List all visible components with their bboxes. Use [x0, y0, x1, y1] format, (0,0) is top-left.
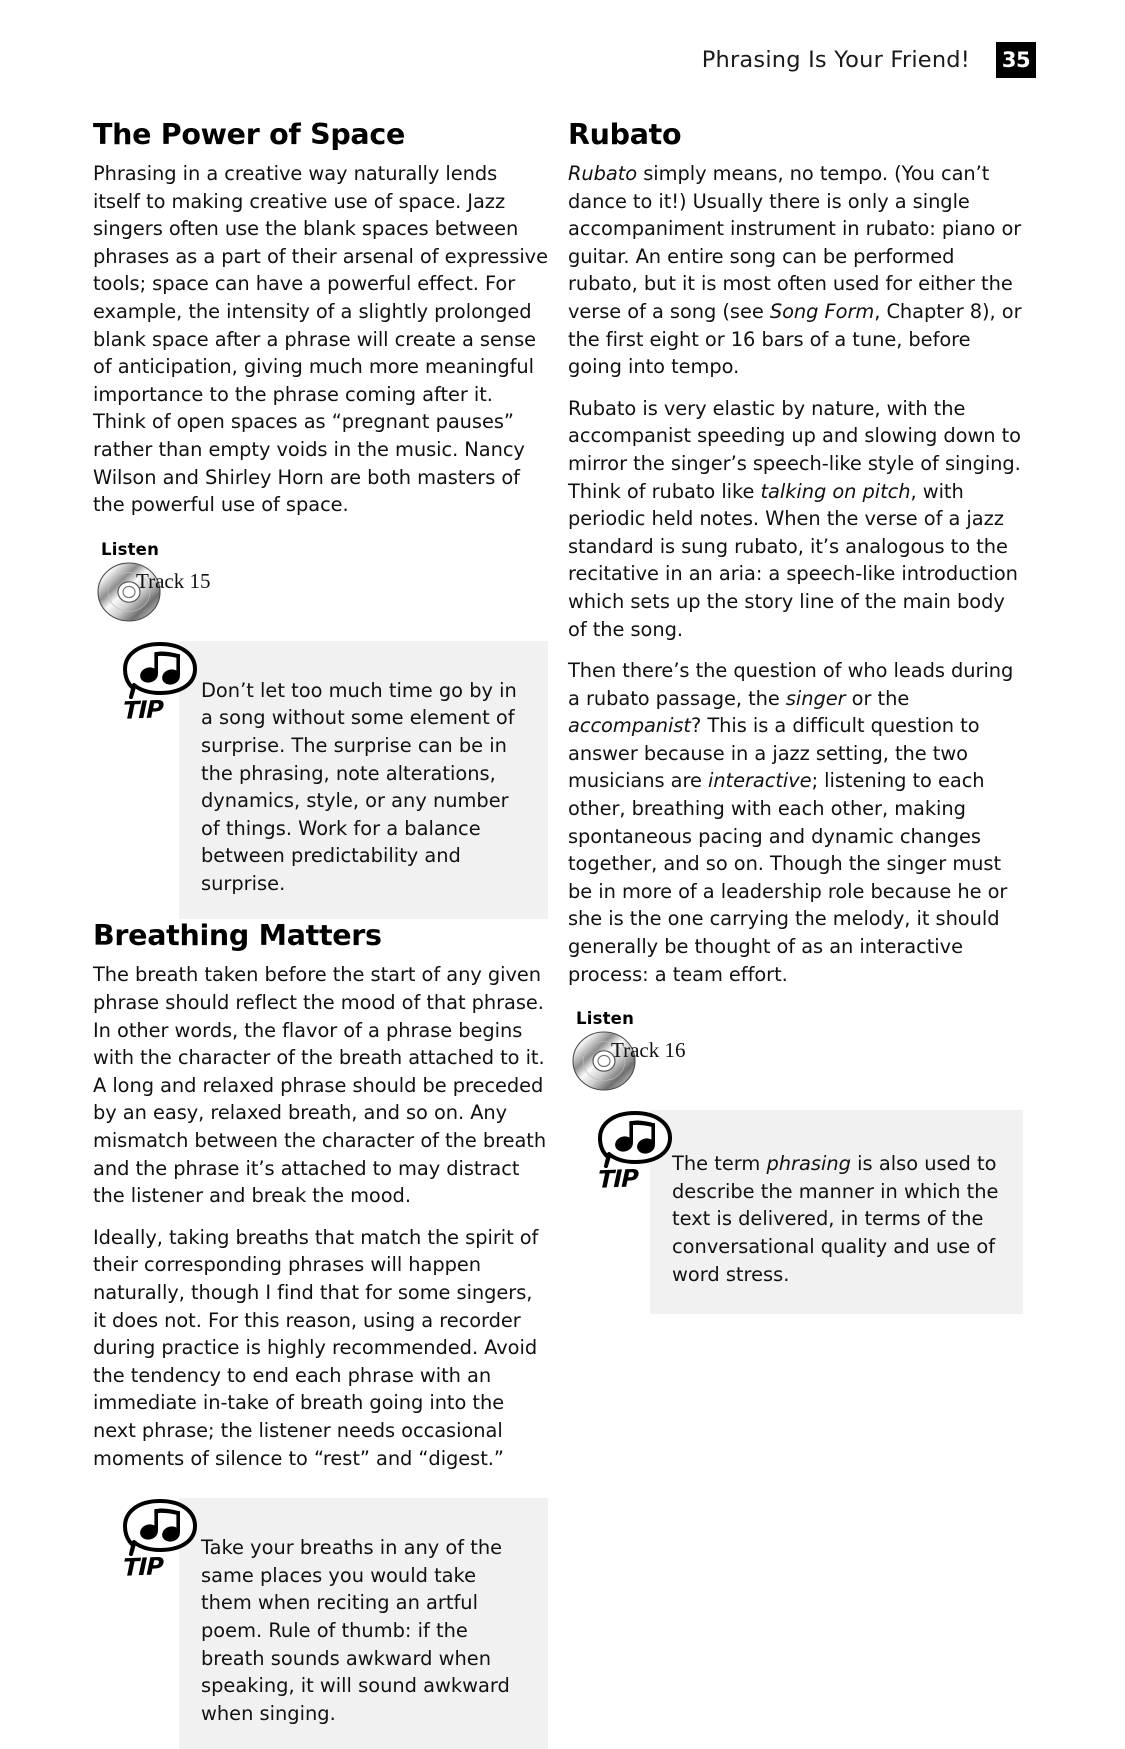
page-title: Phrasing Is Your Friend! [701, 47, 970, 73]
left-column [93, 118, 548, 1749]
italic-rubato-term: Rubato [568, 162, 638, 185]
tip-text: Don’t let too much time go by in a song without some element of surprise. The surprise can be in the phrasing, note alterations, dynamics, style, or any number of things. Work for a balance between predictability and surprise. [201, 678, 517, 895]
paragraph-rubato-2-text-a: Rubato is very elastic by nature, with the accompanist speeding up and slowing down to mirror the singer’s speech-like style of singing. Think of rubato like [568, 396, 1021, 503]
right-column [568, 118, 1023, 1314]
paragraph-rubato-3 [568, 657, 1023, 988]
tip-word-label: TIP [122, 1552, 164, 1582]
paragraph-rubato-1-text-a: simply means, no tempo. (You can’t dance to it!) Usually there is only a single accompaniment instrument in rubato: piano or guitar. An entire song can be performed rubato, but it is most often used for either the verse of a song (see [568, 162, 1022, 323]
track-label: Track 16 [611, 1038, 686, 1063]
page-header [0, 46, 1125, 86]
italic-interactive: interactive [707, 769, 812, 793]
italic-phrasing: phrasing [766, 1152, 851, 1176]
paragraph-rubato-3-text-a: Then there’s the question of who leads during a rubato passage, the [568, 659, 1014, 710]
listen-label: Listen [101, 539, 160, 559]
listen-block-track-15 [93, 541, 548, 615]
paragraph-rubato-2-text-b: , with periodic held notes. When the verse of a jazz standard is sung rubato, it’s analogous to the recitative in an aria: a speech-like introduction which sets up the story line of the main body of the song. [568, 479, 1018, 641]
page-number-badge [996, 42, 1036, 78]
heading-rubato: Rubato [568, 118, 682, 151]
tip-callout-3 [568, 1110, 1023, 1314]
italic-singer: singer [785, 686, 846, 710]
paragraph-rubato-1 [568, 160, 1023, 381]
tip-text [672, 1150, 1001, 1288]
tip-box-content [650, 1110, 1023, 1314]
tip-callout-1 [93, 641, 548, 920]
tip-box-content [179, 641, 548, 920]
listen-block-track-16 [568, 1010, 1023, 1084]
page-number: 35 [1001, 47, 1031, 72]
tip-callout-2 [93, 1498, 548, 1749]
heading-breathing-matters: Breathing Matters [93, 919, 382, 953]
heading-the-power-of-space: The Power of Space [93, 118, 405, 151]
paragraph-breathing-1: The breath taken before the start of any given phrase should reflect the mood of that phrase. In other words, the flavor of a phrase begins with the character of the breath attached to it. A long and relaxed phrase should be preceded by an easy, relaxed breath, and so on. Any mismatch between the character of the breath and the phrase it’s attached to may distract the listener and break the mood. [93, 963, 547, 1208]
italic-accompanist: accompanist [568, 714, 691, 738]
paragraph-rubato-2 [568, 395, 1023, 643]
tip-text-b: is also used to describe the manner in which the text is delivered, in terms of the conversational quality and use of word stress. [672, 1152, 999, 1286]
paragraph-rubato-3-text-b: or the [845, 686, 910, 710]
tip-box-content [179, 1498, 548, 1749]
paragraph-breathing-2: Ideally, taking breaths that match the spirit of their corresponding phrases will happen naturally, though I find that for some singers, it does not. For this reason, using a recorder during practice is highly recommended. Avoid the tendency to end each phrase with an immediate in-take of breath going into the next phrase; the listener needs occasional moments of silence to “rest” and “digest.” [93, 1225, 539, 1470]
paragraph-power-of-space-1: Phrasing in a creative way naturally lends itself to making creative use of space. Jazz singers often use the blank spaces between phrases as a part of their arsenal of expressive tools; space can have a powerful effect. For example, the intensity of a slightly prolonged blank space after a phrase will create a sense of anticipation, giving much more meaningful importance to the phrase coming after it. Think of open spaces as “pregnant pauses” rather than empty voids in the music. Nancy Wilson and Shirley Horn are both masters of the powerful use of space. [93, 162, 548, 517]
tip-word-label: TIP [122, 695, 164, 725]
italic-talking-on-pitch: talking on pitch [760, 479, 911, 503]
tip-word-label: TIP [597, 1164, 639, 1194]
paragraph-rubato-1-text-b: , Chapter 8), or the first eight or 16 bars of a tune, before going into tempo. [568, 299, 1022, 379]
paragraph-rubato-3-text-c: ? This is a difficult question to answer because in a jazz setting, the two musicians are [568, 714, 980, 793]
listen-label: Listen [576, 1009, 635, 1029]
track-label: Track 15 [136, 568, 211, 593]
tip-text-a: The term [672, 1152, 767, 1176]
tip-text: Take your breaths in any of the same places you would take them when reciting an artful poem. Rule of thumb: if the breath sounds awkward when speaking, it will sound awkward when singing. [201, 1536, 510, 1725]
paragraph-rubato-3-text-d: ; listening to each other, breathing with each other, making spontaneous pacing and dynamic changes together, and so on. Though the singer must be in more of a leadership role because he or she is the one carrying the melody, it should generally be thought of as an interactive process: a team effort. [568, 769, 1008, 986]
italic-song-form: Song Form [769, 299, 875, 323]
